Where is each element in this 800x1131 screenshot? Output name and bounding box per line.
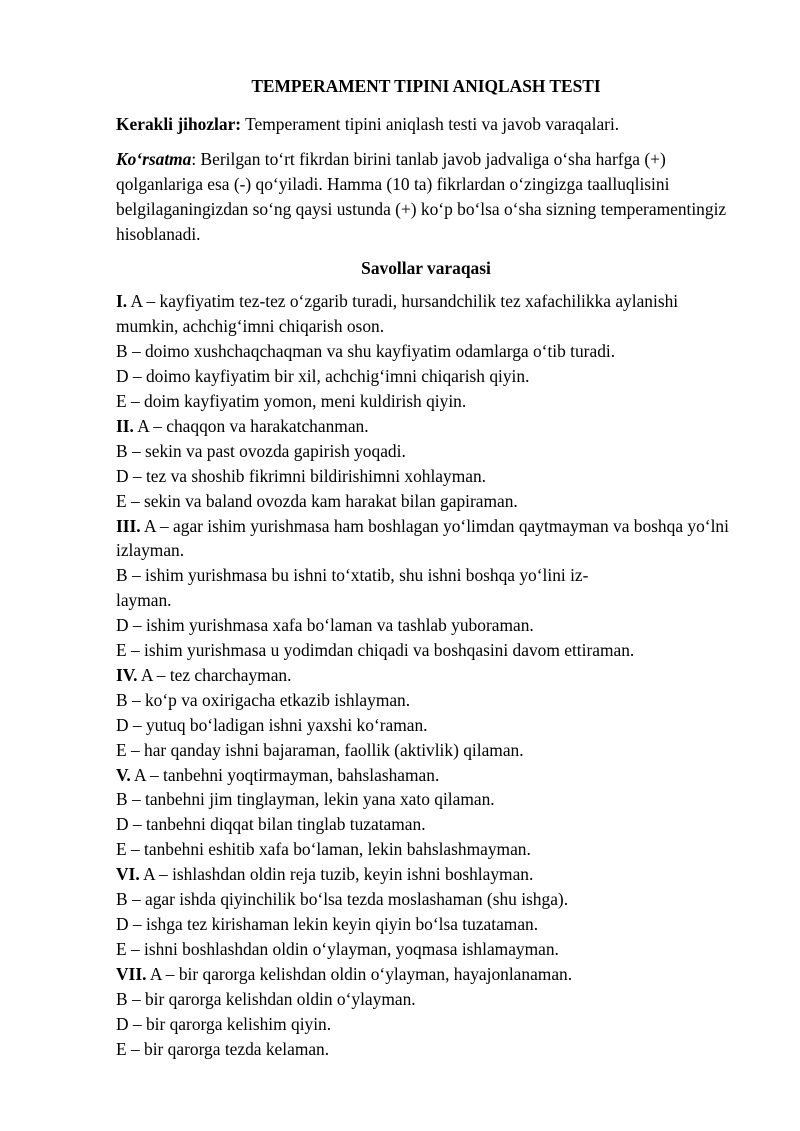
question-5-option-a: V. A – tanbehni yoqtirmayman, bahslashaman. [116,764,440,785]
question-3-option-d: D – ishim yurishmasa xafa bo‘laman va tashlab yuboraman. [116,615,534,636]
question-number: II. [116,415,134,436]
question-3-option-a: III. A – agar ishim yurishmasa ham boshlagan yo‘limdan qaytmayman va boshqa yo‘lni izlayman. [116,515,729,561]
equipment-paragraph [116,112,736,137]
question-3-option-b: B – ishim yurishmasa bu ishni to‘xtatib, shu ishni boshqa yo‘lini iz- [116,565,589,586]
question-number: V. [116,764,131,785]
question-1-option-e: E – doim kayfiyatim yomon, meni kuldirish qiyin. [116,390,467,411]
question-6-option-d: D – ishga tez kirishaman lekin keyin qiyin bo‘lsa tuzataman. [116,914,539,934]
question-5-option-d: D – tanbehni diqqat bilan tinglab tuzataman. [116,814,426,835]
question-3-option-b-continued: layman. [116,590,172,611]
question-4-option-d: D – yutuq bo‘ladigan ishni yaxshi ko‘raman. [116,714,428,735]
question-6-option-e: E – ishni boshlashdan oldin o‘ylayman, yoqmasa ishlamayman. [116,938,559,959]
document-page [116,74,736,1061]
instruction-label: Ko‘rsatma [116,148,192,169]
question-6-option-b: B – agar ishda qiyinchilik bo‘lsa tezda moslashaman (shu ishga). [116,889,569,910]
question-2-option-b: B – sekin va past ovozda gapirish yoqadi. [116,440,406,461]
question-4-option-a: IV. A – tez charchayman. [116,664,292,685]
question-number: VII. [116,963,147,984]
question-7-option-d: D – bir qarorga kelishim qiyin. [116,1013,332,1034]
question-number: III. [116,515,141,536]
question-5-option-b: B – tanbehni jim tinglayman, lekin yana xato qilaman. [116,789,495,810]
document-title: TEMPERAMENT TIPINI ANIQLASH TESTI [251,76,601,96]
question-number: VI. [116,864,140,885]
question-4-option-b: B – ko‘p va oxirigacha etkazib ishlayman. [116,689,411,710]
question-2-option-a: II. A – chaqqon va harakatchanman. [116,415,369,436]
question-2-option-e: E – sekin va baland ovozda kam harakat bilan gapiraman. [116,490,518,511]
question-7-option-a: VII. A – bir qarorga kelishdan oldin o‘ylayman, hayajonlanaman. [116,963,573,984]
question-7-option-b: B – bir qarorga kelishdan oldin o‘ylayman. [116,988,416,1009]
question-1-option-d: D – doimo kayfiyatim bir xil, achchig‘imni chiqarish qiyin. [116,366,530,387]
section-title: Savollar varaqasi [361,258,491,279]
question-4-option-e: E – har qanday ishni bajaraman, faollik (aktivlik) qilaman. [116,739,524,760]
equipment-text: Temperament tipini aniqlash testi va javob varaqalari. [241,113,620,134]
question-1-option-b: B – doimo xushchaqchaqman va shu kayfiyatim odamlarga o‘tib turadi. [116,341,616,362]
question-5-option-e: E – tanbehni eshitib xafa bo‘laman, lekin bahslashmayman. [116,839,531,860]
question-1-option-a: I. A – kayfiyatim tez-tez o‘zgarib turadi, hursandchilik tez xafachilikka aylanishi mumkin, achchig‘imni chiqarish oson. [116,291,679,337]
question-2-option-d: D – tez va shoshib fikrimni bildirishimni xohlayman. [116,465,486,486]
question-number: IV. [116,664,138,685]
instruction-paragraph [116,147,736,247]
question-7-option-e: E – bir qarorga tezda kelaman. [116,1038,330,1059]
equipment-label: Kerakli jihozlar: [116,113,242,134]
question-number: I. [116,291,128,312]
instruction-text: : Berilgan to‘rt fikrdan birini tanlab javob jadvaliga o‘sha harfga (+) qolganlariga esa (-) qo‘yiladi. Hamma (10 ta) fikrlardan o‘zingizga taalluqlisini belgilaganingizdan so‘ng qaysi ustunda (+) ko‘p bo‘lsa o‘sha sizning temperamentingiz hisoblanadi. [116,148,727,244]
question-3-option-e: E – ishim yurishmasa u yodimdan chiqadi va boshqasini davom ettiraman. [116,640,635,661]
question-6-option-a: VI. A – ishlashdan oldin reja tuzib, keyin ishni boshlayman. [116,864,534,885]
